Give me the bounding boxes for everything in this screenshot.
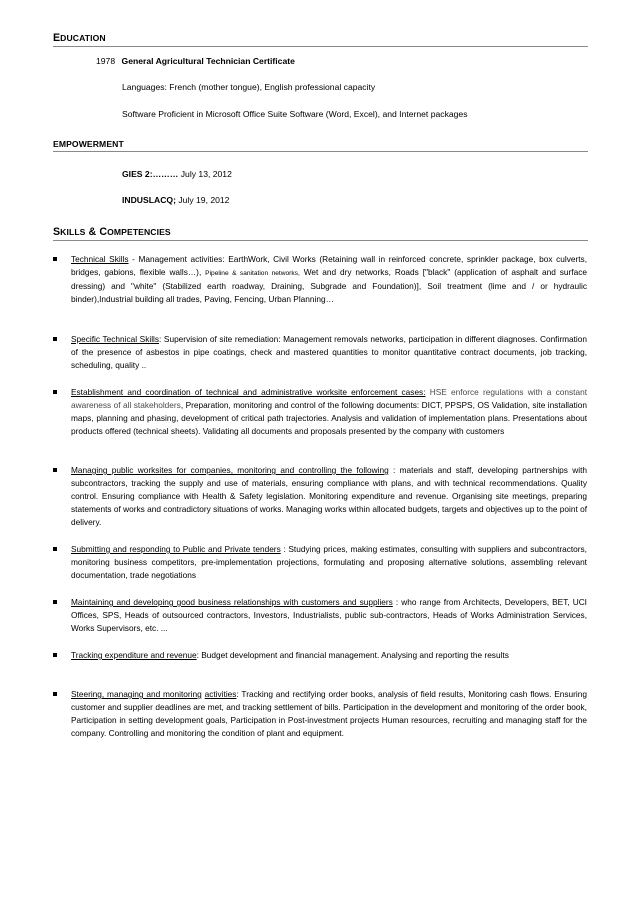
skill-title: Steering, managing and monitoring bbox=[71, 689, 202, 699]
empowerment-item-label: INDUSLACQ; bbox=[122, 195, 176, 205]
education-heading bbox=[53, 32, 588, 47]
bullet-square-icon bbox=[53, 600, 57, 604]
skill-text-hse: HSE enforce regulations with a constant awareness of all stakeholders bbox=[71, 387, 587, 411]
skill-text: : Supervision of site remediation: Management removals networks, participation in different diagnoses. Confirmation of the presence of asbestos in pipe coatings, check and mastered quantities to monitor quantitative contract documents, job tracking, scheduling, quality .. bbox=[71, 334, 587, 371]
skill-bullet-steering bbox=[71, 688, 587, 740]
empowerment-item bbox=[122, 169, 232, 179]
skill-text: Wet and dry networks, Roads ["black" (application of asphalt and surface dressing) and "white" (Stabilized earth roadway, Draining, Subgrade and Foundation)], Soil treatment (lime and / or hydraulic binder),Industrial building all trades, Paving, Fencing, Urban Planning… bbox=[71, 267, 587, 305]
bullet-square-icon bbox=[53, 257, 57, 261]
skill-text: : who range from Architects, Developers, BET, UCI Offices, SPS, Heads of outsourced contractors, Investors, Industrialists, public sub-contractors, Heads of Works Administration Services, Works Supervisors, etc. ... bbox=[71, 597, 587, 634]
empowerment-heading bbox=[53, 139, 588, 152]
skill-title: Maintaining and developing good business relationships with customers and suppliers bbox=[71, 597, 393, 607]
skills-heading-part: C bbox=[99, 226, 108, 238]
skill-title: Technical Skills bbox=[71, 254, 129, 264]
empowerment-item bbox=[122, 195, 229, 205]
skill-text: , Preparation, monitoring and control of the following documents: DICT, PPSPS, OS Validation, site installation maps, planning and phasing, development of critical path trajectories. Analysis and validation of implementation plans. Presentations about products offered (technical sheets). Validating all documents and proposals presented by the company with customers bbox=[71, 400, 587, 437]
bullet-square-icon bbox=[53, 468, 57, 472]
skill-title: activities bbox=[204, 689, 237, 699]
skill-title: Submitting and responding to Public and Private tenders bbox=[71, 544, 281, 554]
empowerment-heading-text: EMPOWERMENT bbox=[53, 139, 124, 149]
education-software: Software Proficient in Microsoft Office Suite Software (Word, Excel), and Internet packages bbox=[122, 109, 468, 119]
skills-heading-part: OMPETENCIES bbox=[107, 227, 171, 237]
education-year: 1978 bbox=[96, 56, 116, 66]
skill-bullet-tracking bbox=[71, 649, 587, 662]
bullet-square-icon bbox=[53, 547, 57, 551]
skill-bullet-relationships bbox=[71, 596, 587, 635]
bullet-square-icon bbox=[53, 692, 57, 696]
skill-title: Tracking expenditure and revenue bbox=[71, 650, 197, 660]
skill-bullet-technical bbox=[71, 253, 587, 306]
education-certificate: General Agricultural Technician Certificate bbox=[121, 56, 295, 66]
skill-bullet-managing-worksites bbox=[71, 464, 587, 529]
skill-text: : Budget development and financial management. Analysing and reporting the results bbox=[196, 650, 509, 660]
skill-text: - Management activities: EarthWork, Civil Works (Retaining wall in reinforced concrete, sprinkler package, box culverts, bridges, gabions, flexible walls…), bbox=[71, 254, 587, 278]
skill-bullet-tenders bbox=[71, 543, 587, 582]
bullet-square-icon bbox=[53, 337, 57, 341]
skill-text-small: Pipeline & sanitation networks, bbox=[205, 270, 300, 278]
skills-heading-part: S bbox=[53, 226, 61, 238]
empowerment-item-date: July 13, 2012 bbox=[178, 169, 232, 179]
education-heading-rest: DUCATION bbox=[60, 33, 106, 43]
bullet-square-icon bbox=[53, 653, 57, 657]
skills-heading-part: KILLS bbox=[60, 227, 86, 237]
skill-title: Specific Technical Skills bbox=[71, 334, 160, 344]
education-heading-initial: E bbox=[53, 32, 61, 44]
education-languages: Languages: French (mother tongue), English professional capacity bbox=[122, 82, 376, 92]
skills-heading-part: & bbox=[85, 226, 100, 238]
skill-text: : Tracking and rectifying order books, analysis of field results, Monitoring cash flows. Ensuring customer and supplier deadlines are met, and tracking settlement of bills. Participation in the development and monitoring of the order book, Participation in setting development goals, Participation in Post-investment projects Human resources, recruiting and managing staff for the company. Controlling and monitoring the condition of plant and equipment. bbox=[71, 689, 587, 739]
education-certificate-line bbox=[96, 56, 295, 66]
skill-text: : materials and staff, developing partnerships with subcontractors, tracking the supply and use of materials, ensuring compliance with plans, and with technical recommendations. Quality control. Ensuring compliance with Health & Safety legislation. Monitoring expenditure and revenue. Organising site meetings, preparing statements of works and contradictory situations of works. Managing works within allocated budgets, targets and objectives up to the point of delivery. bbox=[71, 465, 587, 528]
skill-bullet-specific bbox=[71, 333, 587, 372]
empowerment-item-label: GIES 2:……… bbox=[122, 169, 179, 179]
skill-bullet-establishment bbox=[71, 386, 587, 438]
skill-title: Managing public worksites for companies, monitoring and controlling the following bbox=[71, 465, 389, 475]
skill-text: : Studying prices, making estimates, consulting with suppliers and subcontractors, monitoring business competitors, pre-implementation projections, formulating and proposing alternative solutions, assembling relevant documentation, trade negotiations bbox=[71, 544, 587, 581]
skills-heading bbox=[53, 226, 588, 241]
bullet-square-icon bbox=[53, 390, 57, 394]
skill-title: Establishment and coordination of technical and administrative worksite enforcement cases: bbox=[71, 387, 426, 397]
empowerment-item-date: July 19, 2012 bbox=[175, 195, 230, 205]
